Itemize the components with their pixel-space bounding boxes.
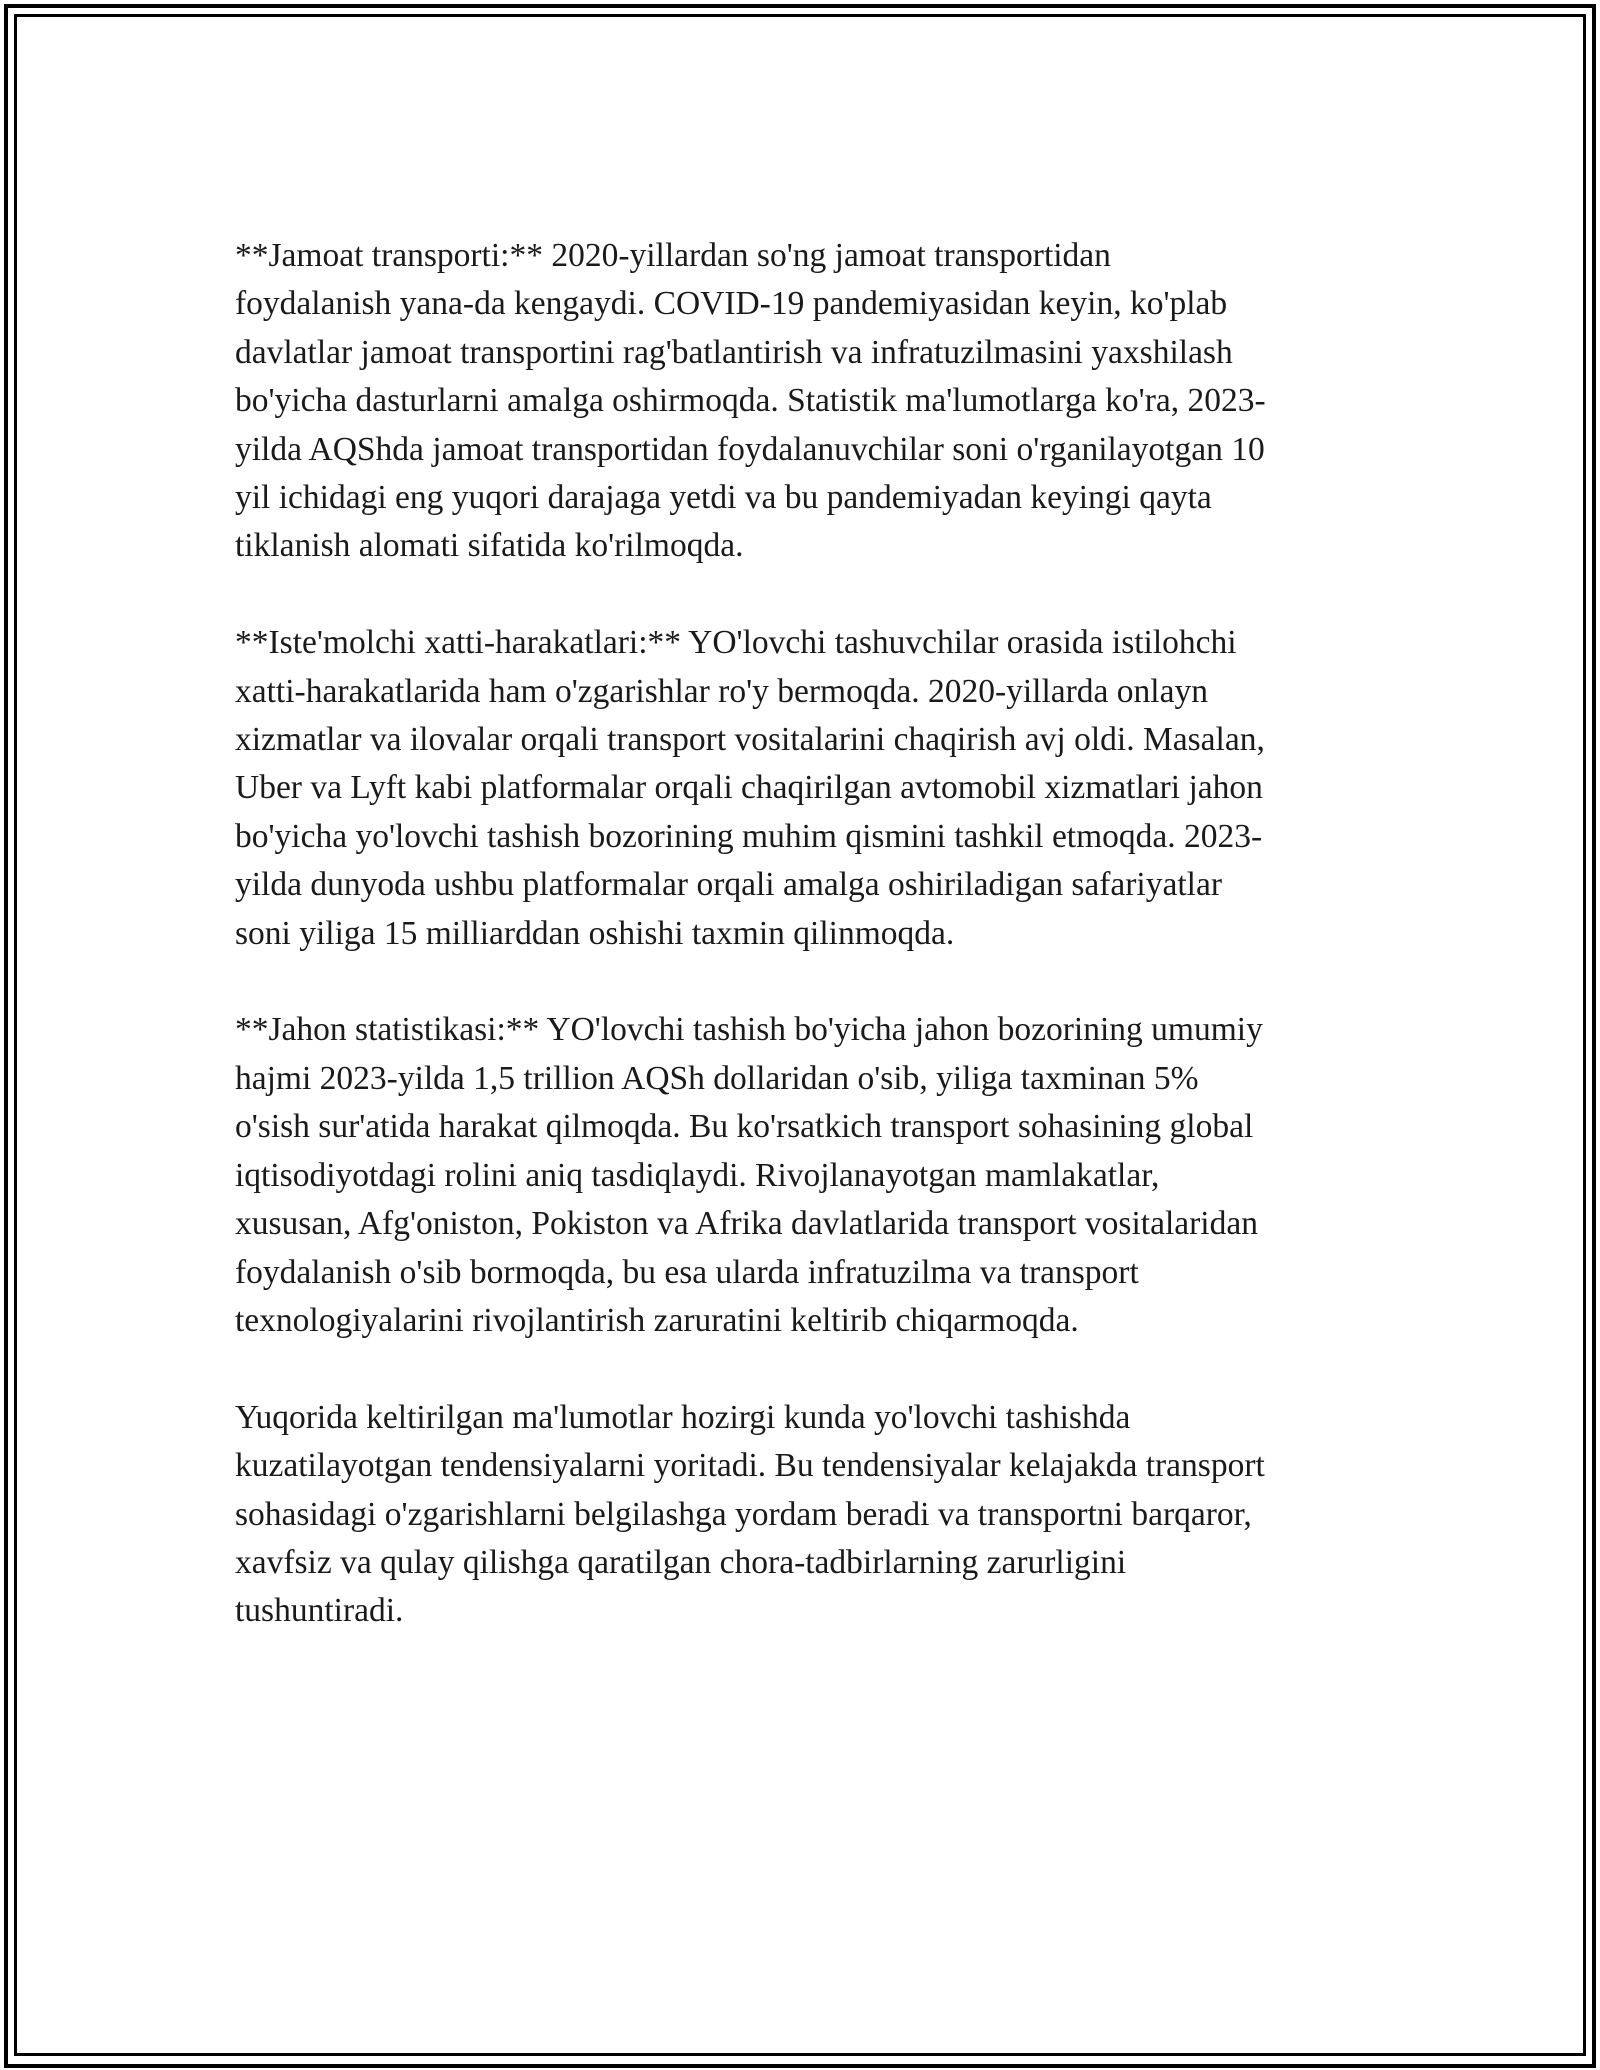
paragraph-conclusion — [235, 1394, 1385, 1636]
text-line: xatti-harakatlarida ham o'zgarishlar ro'y bermoqda. 2020-yillarda onlayn — [235, 672, 1208, 710]
paragraph-world-statistics — [235, 1006, 1385, 1345]
text-line: yil ichidagi eng yuqori darajaga yetdi va bu pandemiyadan keyingi qayta — [235, 479, 1212, 517]
text-line: yilda dunyoda ushbu platformalar orqali amalga oshiriladigan safariyatlar — [235, 866, 1222, 904]
text-line: tushuntiradi. — [235, 1592, 404, 1630]
text-line: hajmi 2023-yilda 1,5 trillion AQSh dollaridan o'sib, yiliga taxminan 5% — [235, 1059, 1199, 1097]
text-line: tiklanish alomati sifatida ko'rilmoqda. — [235, 527, 744, 565]
text-line: foydalanish yana-da kengaydi. COVID-19 pandemiyasidan keyin, ko'plab — [235, 285, 1228, 323]
text-line: **Jamoat transporti:** 2020-yillardan so'ng jamoat transportidan — [235, 237, 1111, 274]
text-line: **Jahon statistikasi:** YO'lovchi tashish bo'yicha jahon bozorining umumiy — [235, 1011, 1263, 1049]
text-line: **Iste'molchi xatti-harakatlari:** YO'lovchi tashuvchilar orasida istilohchi — [235, 624, 1237, 662]
text-line: kuzatilayotgan tendensiyalarni yoritadi. Bu tendensiyalar kelajakda transport — [235, 1447, 1265, 1485]
text-line: xususan, Afg'oniston, Pokiston va Afrika davlatlarida transport vositalaridan — [235, 1205, 1258, 1243]
text-line: foydalanish o'sib bormoqda, bu esa ularda infratuzilma va transport — [235, 1253, 1139, 1291]
text-line: bo'yicha yo'lovchi tashish bozorining muhim qismini tashkil etmoqda. 2023- — [235, 817, 1263, 855]
text-line: xavfsiz va qulay qilishga qaratilgan chora-tadbirlarning zarurligini — [235, 1543, 1127, 1581]
text-line: soni yiliga 15 milliarddan oshishi taxmin qilinmoqda. — [235, 914, 955, 952]
text-line: sohasidagi o'zgarishlarni belgilashga yordam beradi va transportni barqaror, — [235, 1495, 1252, 1533]
text-line: iqtisodiyotdagi rolini aniq tasdiqlaydi. Rivojlanayotgan mamlakatlar, — [235, 1156, 1160, 1194]
paragraph-consumer-behavior — [235, 619, 1385, 958]
paragraph-public-transport — [235, 232, 1385, 571]
text-line: o'sish sur'atida harakat qilmoqda. Bu ko'rsatkich transport sohasining global — [235, 1108, 1254, 1146]
text-line: xizmatlar va ilovalar orqali transport vositalarini chaqirish avj oldi. Masalan, — [235, 721, 1265, 759]
text-line: texnologiyalarini rivojlantirish zaruratini keltirib chiqarmoqda. — [235, 1301, 1079, 1339]
text-line: yilda AQShda jamoat transportidan foydalanuvchilar soni o'rganilayotgan 10 — [235, 430, 1265, 468]
document-body — [235, 232, 1385, 1684]
text-line: davlatlar jamoat transportini rag'batlantirish va infratuzilmasini yaxshilash — [235, 333, 1233, 371]
text-line: Yuqorida keltirilgan ma'lumotlar hozirgi kunda yo'lovchi tashishda — [235, 1398, 1131, 1436]
text-line: bo'yicha dasturlarni amalga oshirmoqda. Statistik ma'lumotlarga ko'ra, 2023- — [235, 382, 1266, 420]
text-line: Uber va Lyft kabi platformalar orqali chaqirilgan avtomobil xizmatlari jahon — [235, 769, 1263, 807]
